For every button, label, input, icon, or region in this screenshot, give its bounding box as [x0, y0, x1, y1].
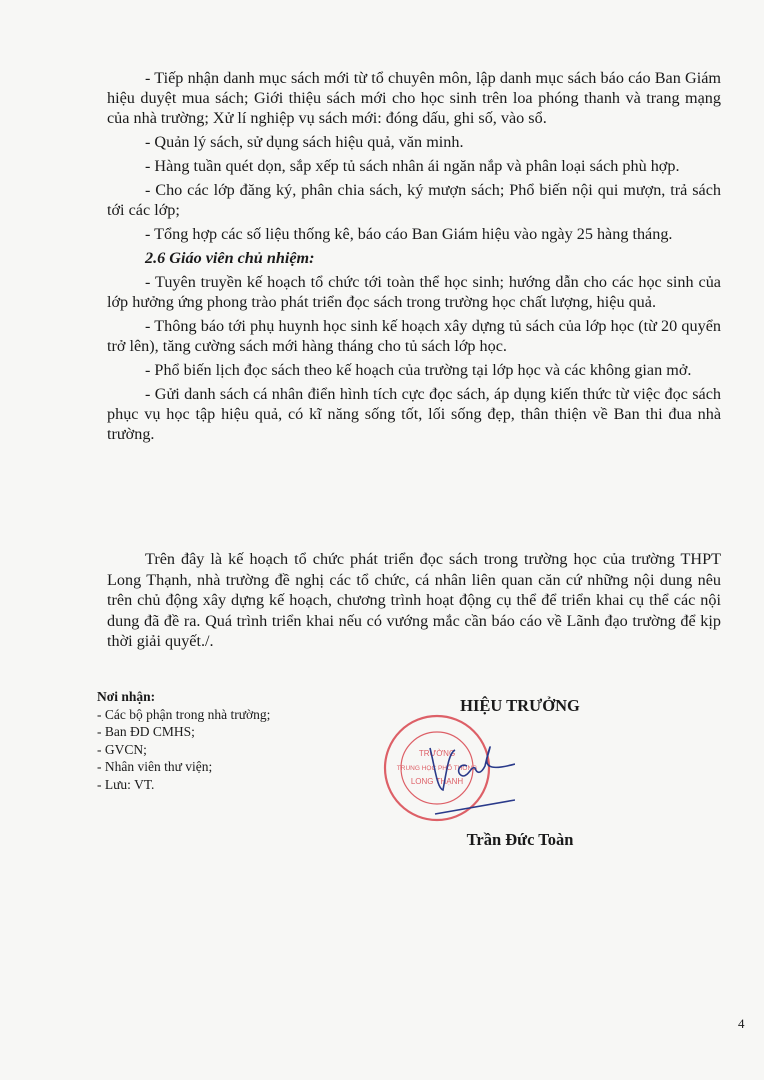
svg-text:LONG THẠNH: LONG THẠNH	[410, 777, 464, 786]
section-heading: 2.6 Giáo viên chủ nhiệm:	[145, 249, 315, 267]
paragraph: - Hàng tuần quét dọn, sắp xếp tủ sách nhân ái ngăn nắp và phân loại sách phù hợp.	[145, 157, 680, 175]
paragraph: - Quản lý sách, sử dụng sách hiệu quả, văn minh.	[145, 133, 464, 151]
svg-text:TRUNG HỌC PHỔ THÔNG: TRUNG HỌC PHỔ THÔNG	[396, 765, 478, 772]
recipient-item: - Các bộ phận trong nhà trường;	[97, 706, 271, 722]
paragraph: - Gửi danh sách cá nhân điển hình tích cực đọc sách, áp dụng kiến thức từ việc đọc sách phục vụ học tập hiệu quả, có kĩ năng sống tốt, lối sống đẹp, thân thiện về Ban thi đua nhà trường.	[107, 385, 721, 443]
closing-paragraph: Trên đây là kế hoạch tổ chức phát triển đọc sách trong trường học của trường THPT Long Thạnh, nhà trường đề nghị các tổ chức, cá nhân liên quan căn cứ những nội dung nêu trên chủ động xây dựng kế hoạch, chương trình hoạt động cụ thể để triển khai cụ thể các nội dung đã đề ra. Quá trình triển khai nếu có vướng mắc cần báo cáo về Lãnh đạo trường để kịp thời giải quyết./.	[107, 550, 721, 650]
recipient-item: - Lưu: VT.	[97, 776, 155, 792]
page-number: 4	[738, 1016, 745, 1031]
recipients-title: Nơi nhận:	[97, 689, 156, 704]
recipient-item: - Nhân viên thư viện;	[97, 759, 213, 774]
paragraph: - Phổ biến lịch đọc sách theo kế hoạch của trường tại lớp học và các không gian mở.	[145, 361, 692, 379]
svg-text:TRƯỜNG: TRƯỜNG	[418, 749, 456, 758]
official-stamp-and-signature	[375, 708, 515, 828]
paragraph: - Tuyên truyền kế hoạch tổ chức tới toàn thể học sinh; hướng dẫn cho các học sinh của lớp hưởng ứng phong trào phát triển đọc sách trong trường học chất lượng, hiệu quả.	[107, 273, 721, 311]
paragraph: - Tổng hợp các số liệu thống kê, báo cáo Ban Giám hiệu vào ngày 25 hàng tháng.	[145, 225, 673, 243]
recipient-item: - Ban ĐD CMHS;	[97, 724, 195, 739]
signer-name: Trần Đức Toàn	[466, 830, 574, 849]
paragraph: - Thông báo tới phụ huynh học sinh kế hoạch xây dựng tủ sách của lớp học (từ 20 quyển trở lên), tăng cường sách mới hàng tháng cho tủ sách lớp học.	[107, 317, 721, 355]
document-body	[107, 68, 721, 448]
paragraph: - Cho các lớp đăng ký, phân chia sách, ký mượn sách; Phổ biến nội qui mượn, trả sách tới các lớp;	[107, 181, 721, 219]
recipients-list	[97, 688, 270, 793]
signer-role: HIỆU TRƯỞNG	[460, 696, 580, 715]
recipient-item: - GVCN;	[97, 741, 147, 757]
paragraph: - Tiếp nhận danh mục sách mới từ tổ chuyên môn, lập danh mục sách báo cáo Ban Giám hiệu duyệt mua sách; Giới thiệu sách mới cho học sinh trên loa phóng thanh và trang mạng của nhà trường; Xử lí nghiệp vụ sách mới: đóng dấu, ghi số, vào sổ.	[107, 69, 721, 127]
